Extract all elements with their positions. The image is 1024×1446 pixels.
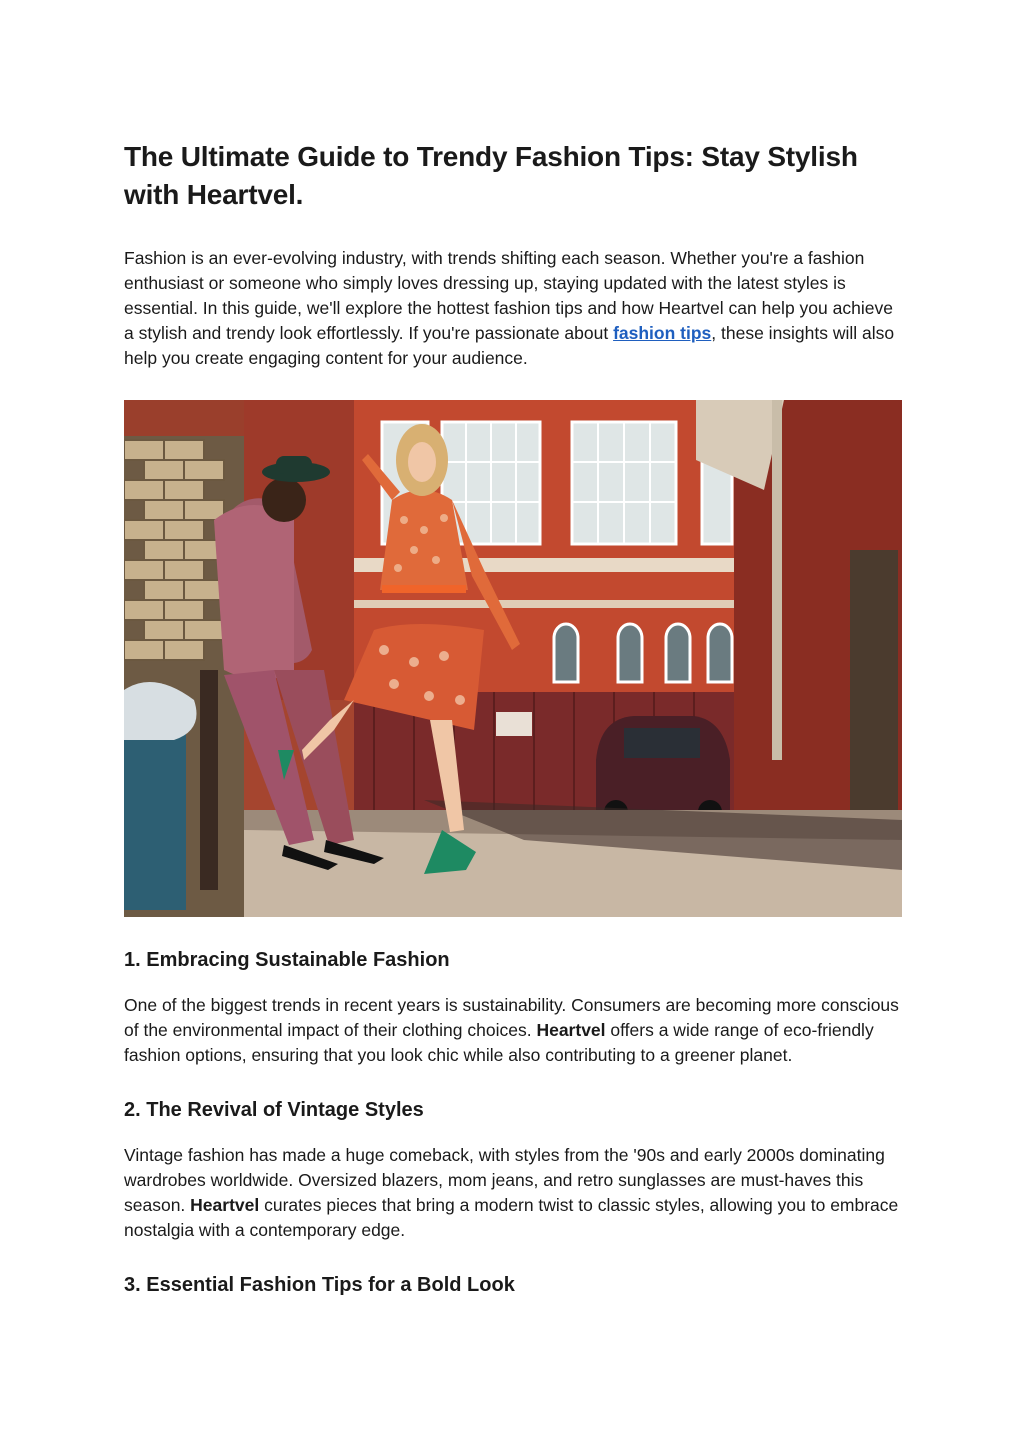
section-heading-vintage: 2. The Revival of Vintage Styles: [124, 1099, 424, 1121]
article-title: The Ultimate Guide to Trendy Fashion Tips: Stay Stylish with Heartvel.: [124, 141, 858, 210]
section-text: Vintage fashion has made a huge comeback, with styles from the '90s and early 2000s dominating wardrobes worldwide. Oversized blazers, mom jeans, and retro sunglasses are must-haves this season.: [124, 1145, 885, 1215]
intro-text-start: Fashion is an ever-evolving industry, with trends shifting each season. Whether you're a fashion enthusiast or someone who simply loves dressing up, staying updated with the latest styles is essential. In this guide, we'll explore the hottest fashion tips and how Heartvel can help you achieve a stylish and trendy look effortlessly. If you're passionate about: [124, 248, 893, 343]
brand-name-bold: Heartvel: [190, 1195, 260, 1215]
intro-paragraph: [124, 246, 904, 371]
section-heading-bold-look: 3. Essential Fashion Tips for a Bold Look: [124, 1274, 515, 1296]
section-text: offers a wide range of eco-friendly fashion options, ensuring that you look chic while also contributing to a greener planet.: [124, 1020, 874, 1065]
section-paragraph-vintage: [124, 1143, 904, 1243]
section-heading-sustainable: 1. Embracing Sustainable Fashion: [124, 949, 450, 971]
section-text: One of the biggest trends in recent years is sustainability. Consumers are becoming more conscious of the environmental impact of their clothing choices.: [124, 995, 899, 1040]
hero-fashion-photo: [124, 400, 902, 917]
fashion-tips-link[interactable]: fashion tips: [613, 323, 712, 343]
document-page: [124, 138, 904, 1298]
section-paragraph-sustainable: [124, 993, 904, 1068]
brand-name-bold: Heartvel: [536, 1020, 606, 1040]
intro-text-end: , these insights will also help you create engaging content for your audience.: [124, 323, 895, 368]
section-text: curates pieces that bring a modern twist to classic styles, allowing you to embrace nostalgia with a contemporary edge.: [124, 1195, 899, 1240]
